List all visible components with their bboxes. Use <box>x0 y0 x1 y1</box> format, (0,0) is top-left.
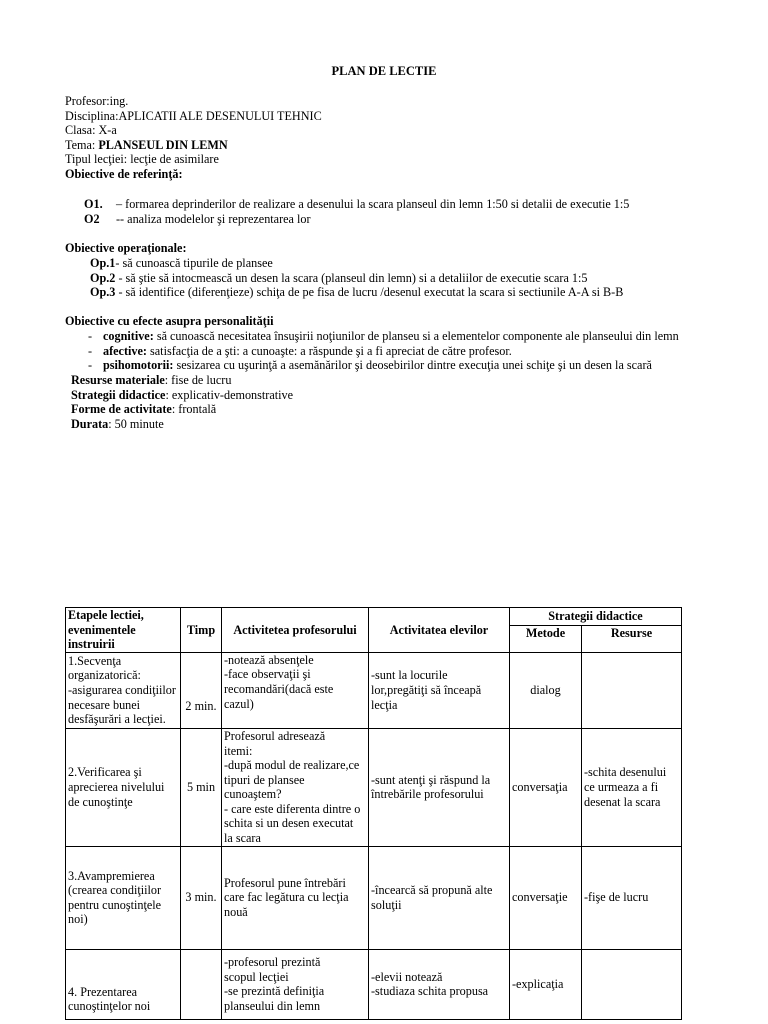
cell-line: -se prezintă definiţia <box>224 984 325 999</box>
tema-value: PLANSEUL DIN LEMN <box>98 137 228 152</box>
header-strategii: Strategii didactice <box>510 608 682 626</box>
obiectiv-referinta-item <box>84 212 629 227</box>
cell-timp: 2 min. <box>181 652 222 728</box>
obiectiv-text: – formarea deprinderilor de realizare a desenului la scara planseul din lemn 1:50 si detalii de executie 1:5 <box>116 197 630 211</box>
header-etape-line: evenimentele <box>68 622 136 637</box>
cell-etapa <box>66 949 181 1019</box>
cell-line: 2.Verificarea şi <box>68 765 142 780</box>
tema-line <box>65 138 322 153</box>
profesor-line: Profesor:ing. <box>65 94 129 108</box>
cell-elevi <box>369 949 510 1019</box>
personalitate-label: afective: <box>103 343 147 358</box>
resurse-label: Resurse materiale <box>71 373 165 387</box>
cell-line: (crearea condiţiilor <box>68 883 162 898</box>
durata-value: : 50 minute <box>108 416 164 431</box>
cell-profesor <box>222 846 369 949</box>
cell-line: recomandări(dacă este <box>224 681 334 696</box>
cell-line: - care este diferenta dintre o <box>224 801 361 816</box>
cell-line: lor,pregătiţi să înceapă <box>371 682 482 697</box>
cell-line: itemi: <box>224 743 253 758</box>
header-info <box>65 94 322 182</box>
cell-elevi <box>369 728 510 846</box>
cell-resurse <box>582 652 682 728</box>
cell-line: -sunt la locurile <box>371 668 448 683</box>
obiective-referinta-list <box>84 197 629 226</box>
cell-line: planseului din lemn <box>224 998 321 1013</box>
cell-resurse <box>582 846 682 949</box>
strategii-line <box>71 388 293 403</box>
personalitate-label: cognitive: <box>103 329 154 343</box>
cell-metode: conversaţie <box>510 846 582 949</box>
strategii-label: Strategii didactice <box>71 387 166 402</box>
strategii-value: : explicativ-demonstrative <box>165 387 294 402</box>
cell-timp: 5 min <box>181 728 222 846</box>
forme-value: : frontală <box>171 402 217 417</box>
table-header-row <box>66 608 682 626</box>
cell-timp: 3 min. <box>181 846 222 949</box>
cell-line: ce urmeaza a fi <box>584 779 659 794</box>
obiective-referinta-heading: Obiective de referinţă: <box>65 166 183 181</box>
cell-line: de cunoştinţe <box>68 794 133 809</box>
op-text: - să cunoască tipurile de plansee <box>115 256 273 270</box>
cell-line: Profesorul pune întrebări <box>224 875 346 890</box>
cell-line: -schita desenului <box>584 765 667 780</box>
cell-metode: conversaţia <box>510 728 582 846</box>
cell-line: nouă <box>224 905 248 920</box>
op-code: Op.2 <box>90 270 116 285</box>
cell-profesor <box>222 949 369 1019</box>
resurse-line <box>71 373 293 388</box>
cell-line: -asigurarea condiţiilor <box>68 682 176 697</box>
cell-etapa <box>66 728 181 846</box>
cell-profesor <box>222 652 369 728</box>
op-code: Op.3 <box>90 285 116 300</box>
cell-line: întrebările profesorului <box>371 787 484 802</box>
cell-line: la scara <box>224 831 261 846</box>
cell-line: organizatorică: <box>68 668 141 683</box>
obiectiv-operational-item <box>90 256 623 271</box>
cell-elevi <box>369 846 510 949</box>
table-row <box>66 728 682 846</box>
cell-line: cunoaştem? <box>224 787 282 802</box>
cell-line: -studiaza schita propusa <box>371 984 489 999</box>
cell-line: pentru cunoştinţele <box>68 897 162 912</box>
cell-line: Profesorul adresează <box>224 728 326 743</box>
header-resurse: Resurse <box>582 625 682 652</box>
personalitate-item: - psihomotorii: sesizarea cu uşurinţă a asemănărilor şi deosebirilor dintre execuţia unei schiţe şi un desen la scară <box>88 358 652 373</box>
cell-timp <box>181 949 222 1019</box>
obiective-operationale-heading: Obiective operaţionale: <box>65 241 187 255</box>
header-etape-line: instruirii <box>68 637 115 652</box>
cell-line: lecţia <box>371 697 398 712</box>
cell-etapa <box>66 846 181 949</box>
forme-label: Forme de activitate <box>71 402 172 417</box>
cell-line: -profesorul prezintă <box>224 955 321 970</box>
cell-line: aprecierea nivelului <box>68 779 165 794</box>
durata-line <box>71 417 293 432</box>
cell-line: noi) <box>68 912 88 927</box>
cell-profesor <box>222 728 369 846</box>
header-timp: Timp <box>181 608 222 653</box>
cell-line: necesare bunei <box>68 697 141 712</box>
table-row <box>66 846 682 949</box>
personalitate-text: satisfacţia de a şti: a cunoaşte: a răspunde şi a fi apreciat de către profesor. <box>146 343 512 358</box>
obiectiv-operational-item <box>90 285 623 300</box>
header-activitatea-profesorului: Activitetea profesorului <box>222 608 369 653</box>
document-title: PLAN DE LECTIE <box>331 64 437 78</box>
header-metode: Metode <box>510 625 582 652</box>
lesson-table <box>65 607 682 1020</box>
cell-line: 3.Avampremierea <box>68 868 155 883</box>
cell-line: schita si un desen executat <box>224 816 354 831</box>
forme-line <box>71 402 293 417</box>
op-text: - să identifice (diferenţieze) schiţa de pe fisa de lucru /desenul executat la scara si sectiunile A-A si B-B <box>115 285 624 300</box>
cell-line: tipuri de plansee <box>224 772 305 787</box>
cell-line: -încearcă să propună alte <box>371 883 493 898</box>
cell-line: -după modul de realizare,ce <box>224 758 360 773</box>
header-etape-line: Etapele lectiei, <box>68 608 144 622</box>
cell-line: -sunt atenţi şi răspund la <box>371 772 491 787</box>
cell-line: cunoştinţelor noi <box>68 999 151 1014</box>
cell-elevi <box>369 652 510 728</box>
lesson-meta <box>71 373 293 431</box>
header-etape <box>66 608 181 653</box>
cell-line: cazul) <box>224 696 254 711</box>
op-code: Op.1 <box>90 256 116 270</box>
table-row <box>66 652 682 728</box>
cell-line: soluţii <box>371 897 402 912</box>
personalitate-item: - cognitive: să cunoască necesitatea însuşirii noţiunilor de planseu si a elementelor componente ale planseului din lemn <box>88 329 679 343</box>
table-row <box>66 949 682 1019</box>
cell-line: -fişe de lucru <box>584 890 649 905</box>
obiectiv-code: O2 <box>84 211 100 226</box>
cell-line: care fac legătura cu lecţia <box>224 890 349 905</box>
header-activitatea-elevilor: Activitatea elevilor <box>369 608 510 653</box>
tipul-line: Tipul lecţiei: lecţie de asimilare <box>65 152 219 167</box>
cell-metode: dialog <box>510 652 582 728</box>
cell-line: desenat la scara <box>584 794 661 809</box>
cell-resurse <box>582 728 682 846</box>
cell-line: 1.Secvenţa <box>68 653 122 668</box>
durata-label: Durata <box>71 416 109 431</box>
obiectiv-referinta-item <box>84 197 629 212</box>
obiective-operationale-list <box>90 256 623 300</box>
personalitate-text: să cunoască necesitatea însuşirii noţiunilor de planseu si a elementelor componente ale planseului din lemn <box>153 329 679 343</box>
obiective-personalitate-heading: Obiective cu efecte asupra personalităţii <box>65 314 274 328</box>
clasa-line: Clasa: X-a <box>65 123 117 138</box>
cell-resurse <box>582 949 682 1019</box>
cell-line: -elevii notează <box>371 969 443 984</box>
cell-line: desfăşurări a lecţiei. <box>68 712 166 727</box>
disciplina-line: Disciplina:APLICATII ALE DESENULUI TEHNIC <box>65 108 322 123</box>
cell-metode: -explicaţia <box>510 949 582 1019</box>
cell-line: scopul lecţiei <box>224 969 289 984</box>
obiective-personalitate-list <box>88 329 679 373</box>
obiectiv-code: O1. <box>84 197 103 211</box>
personalitate-text: sesizarea cu uşurinţă a asemănărilor şi deosebirilor dintre execuţia unei schiţe şi un desen la scară <box>173 358 652 373</box>
cell-line: -face observaţii şi <box>224 667 311 682</box>
resurse-value: : fise de lucru <box>164 373 232 387</box>
obiectiv-operational-item <box>90 271 623 286</box>
cell-line: 4. Prezentarea <box>68 984 138 999</box>
tema-label: Tema: <box>65 137 99 152</box>
cell-etapa <box>66 652 181 728</box>
obiectiv-text: -- analiza modelelor şi reprezentarea lor <box>116 211 311 226</box>
personalitate-label: psihomotorii: <box>103 358 174 373</box>
op-text: - să ştie să intocmească un desen la scara (planseul din lemn) si a detaliilor de executie scara 1:5 <box>115 270 588 285</box>
personalitate-item: - afective: satisfacţia de a şti: a cunoaşte: a răspunde şi a fi apreciat de către profesor. <box>88 343 512 358</box>
cell-line: -notează absenţele <box>224 652 314 667</box>
